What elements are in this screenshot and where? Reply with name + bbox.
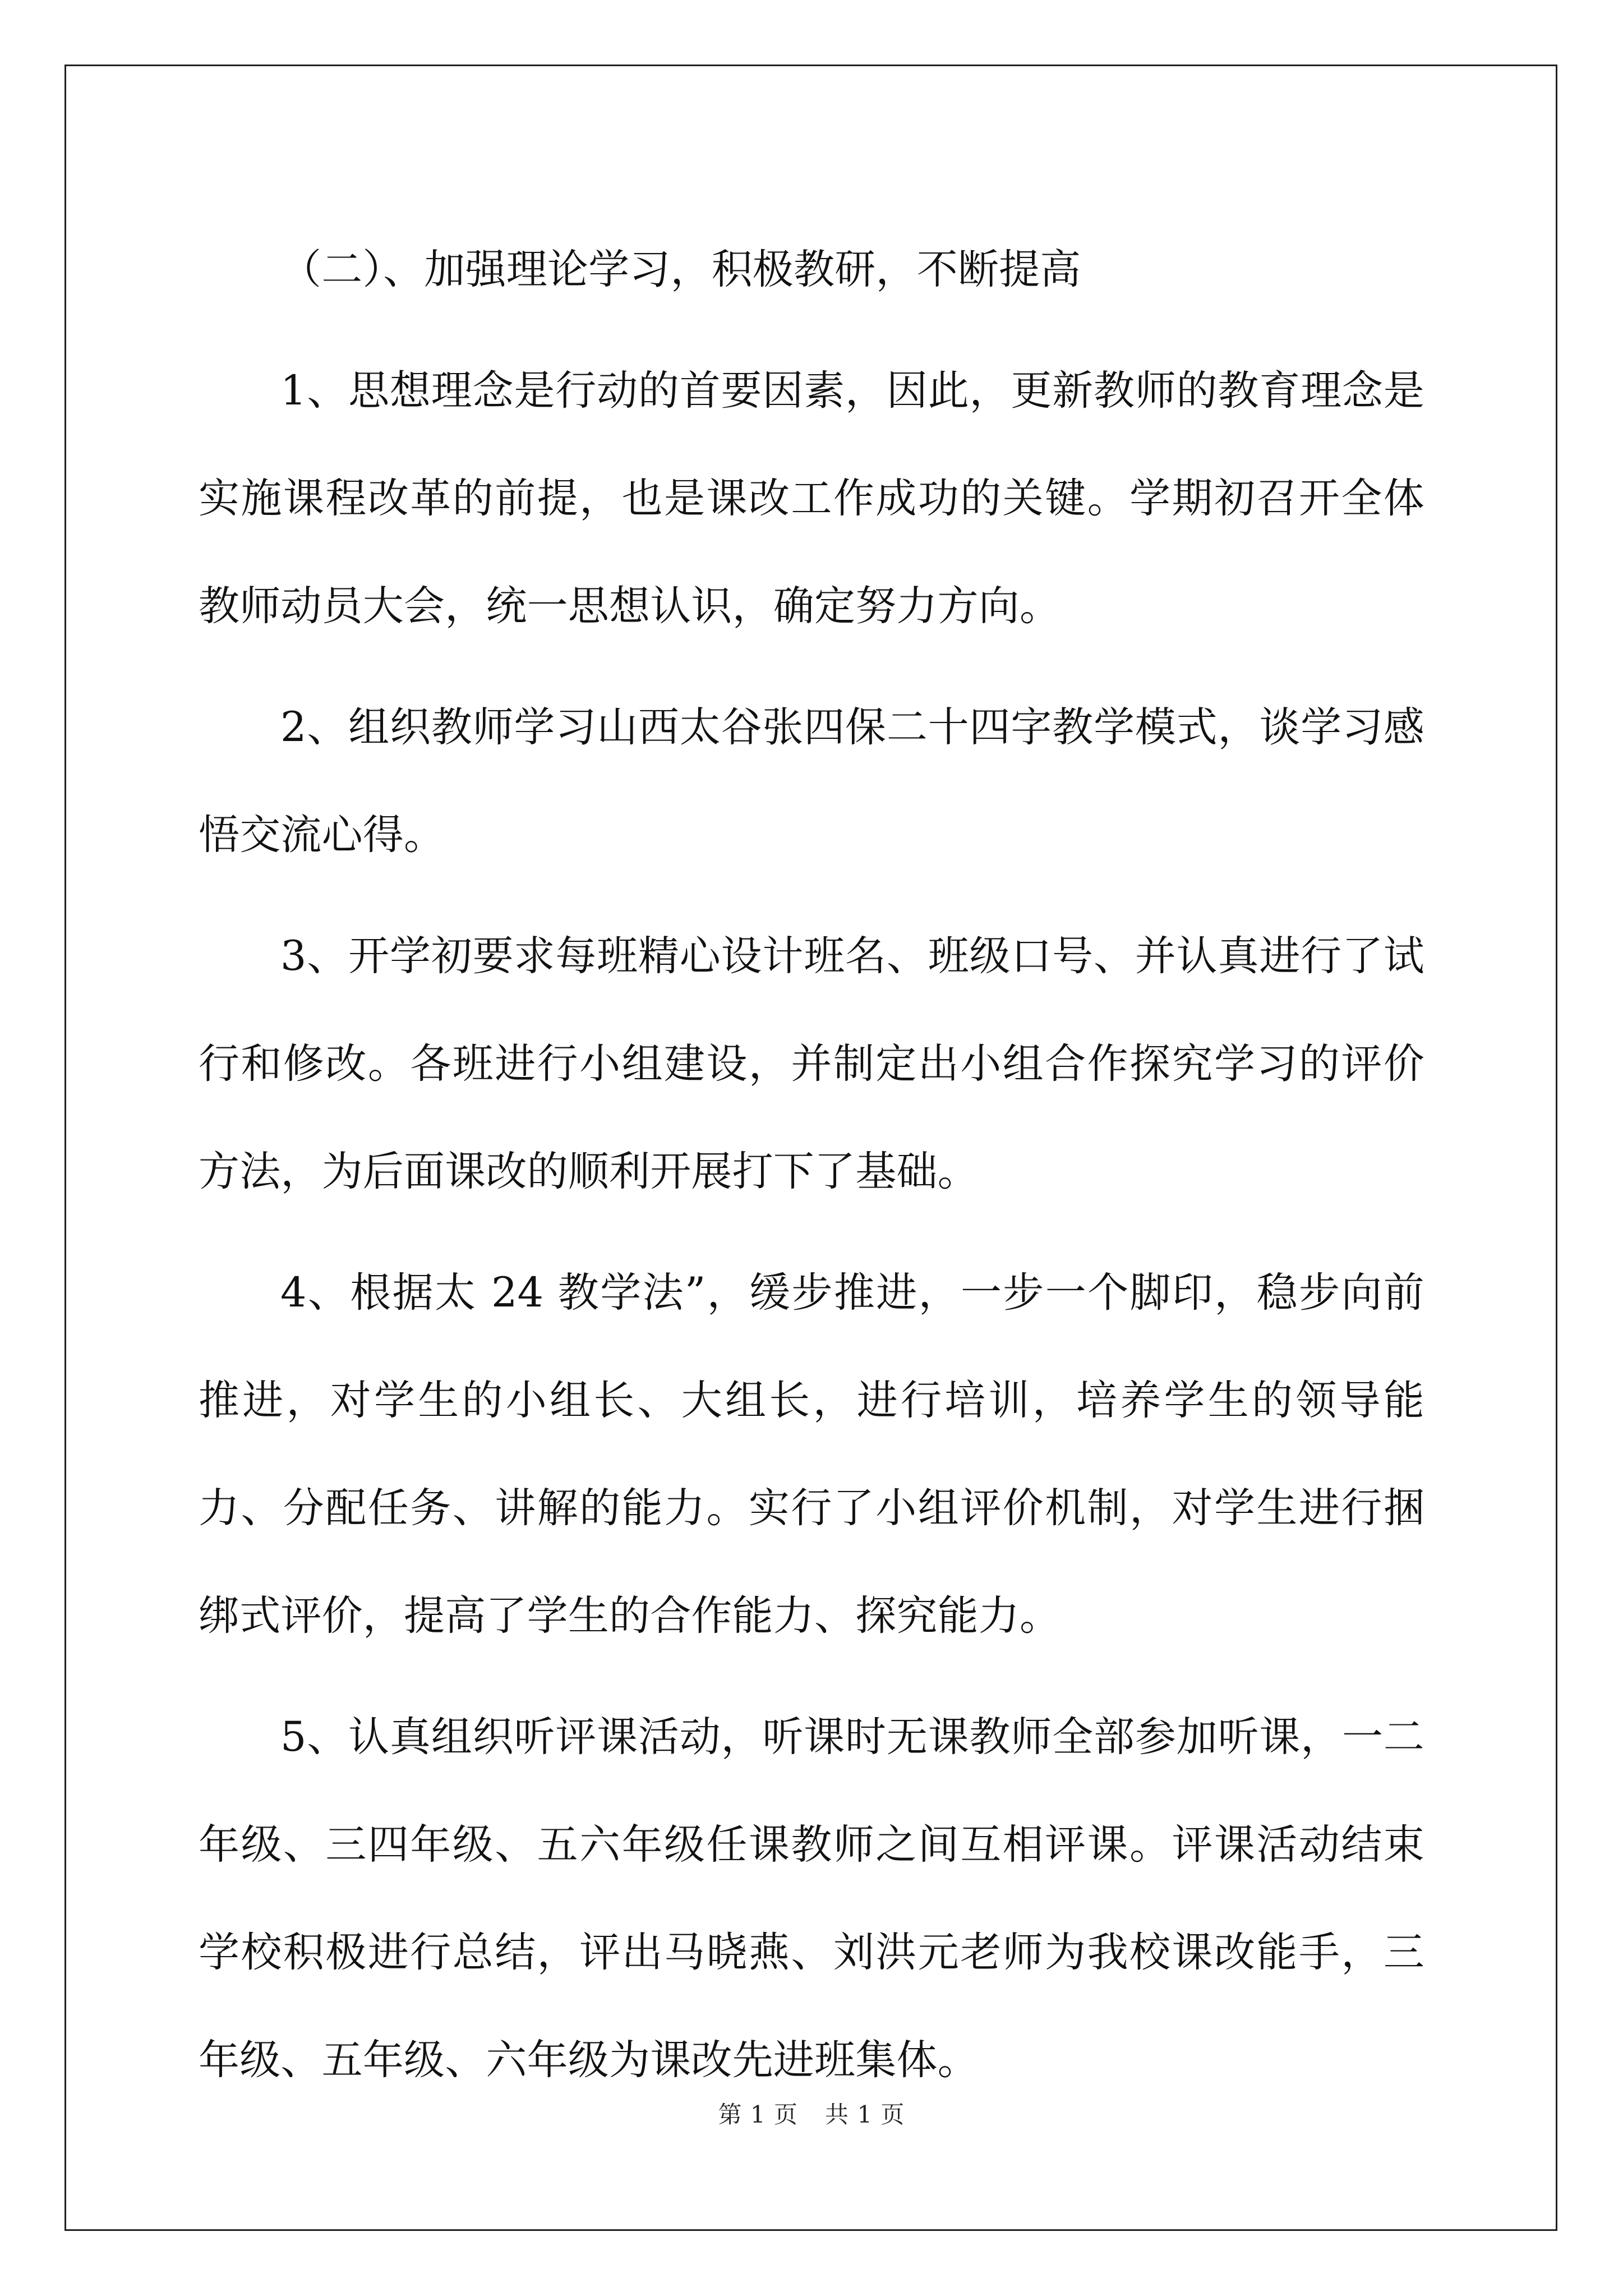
paragraph-1: 1、思想理念是行动的首要因素，因此，更新教师的教育理念是实施课程改革的前提，也是课改工作成功的关键。学期初召开全体教师动员大会，统一思想认识，确定努力方向。 xyxy=(199,367,1424,630)
page-total: 共 1 页 xyxy=(825,2101,905,2128)
paragraph-3: 3、开学初要求每班精心设计班名、班级口号、并认真进行了试行和修改。各班进行小组建设，并制定出小组合作探究学习的评价方法，为后面课改的顺利开展打下了基础。 xyxy=(199,932,1424,1195)
section-heading: （二）、加强理论学习，积极教研，不断提高 xyxy=(280,246,1081,293)
paragraph-2: 2、组织教师学习山西太谷张四保二十四字教学模式，谈学习感悟交流心得。 xyxy=(199,703,1424,859)
paragraph-5: 5、认真组织听评课活动，听课时无课教师全部参加听课，一二年级、三四年级、五六年级任课教师之间互相评课。评课活动结束学校积极进行总结，评出马晓燕、刘洪元老师为我校课改能手，三年级、五年级、六年级为课改先进班集体。 xyxy=(199,1713,1424,2084)
page-number: 第 1 页 xyxy=(718,2101,798,2128)
paragraph-4: 4、根据太 24 教学法”，缓步推进，一步一个脚印，稳步向前推进，对学生的小组长、大组长，进行培训，培养学生的领导能力、分配任务、讲解的能力。实行了小组评价机制，对学生进行捆绑式评价，提高了学生的合作能力、探究能力。 xyxy=(199,1269,1424,1640)
document-body xyxy=(199,216,1424,2128)
page-footer xyxy=(0,2098,1623,2132)
